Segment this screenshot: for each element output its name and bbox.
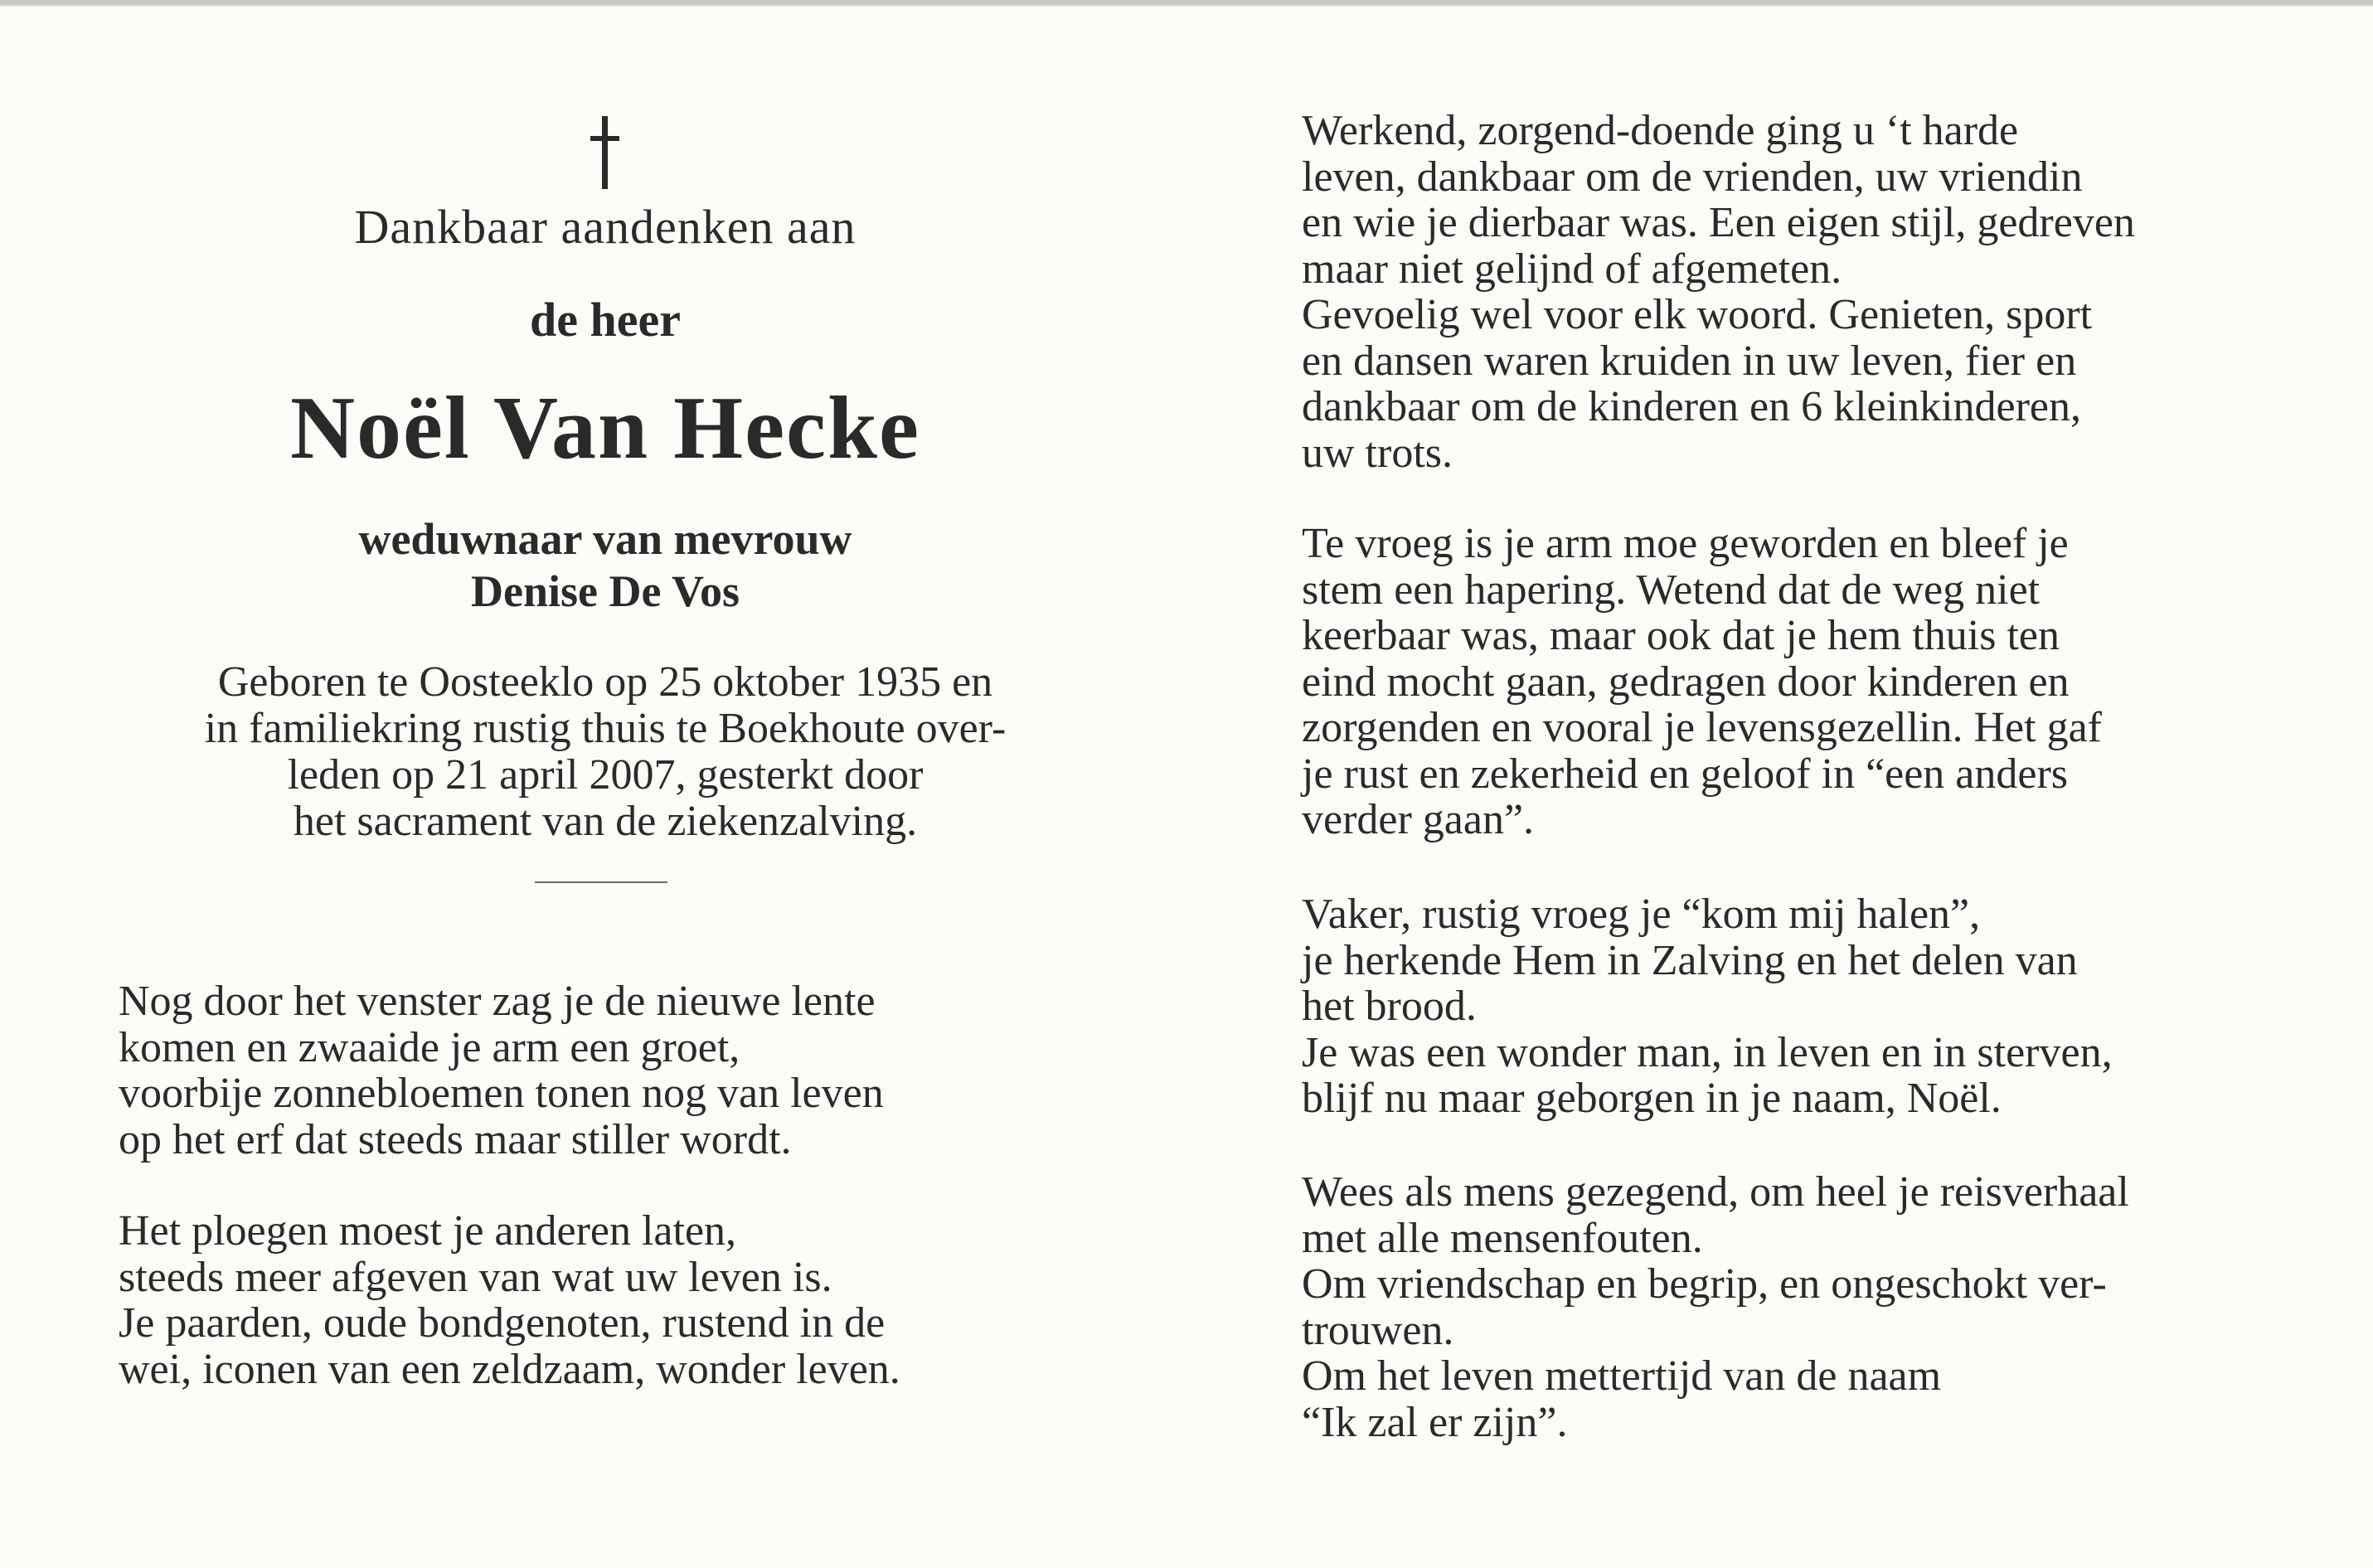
poem-stanza: [1302, 891, 2113, 1122]
poem-line: trouwen.: [1302, 1306, 1454, 1354]
poem-line: steeds meer afgeven van wat uw leven is.: [119, 1253, 832, 1301]
poem-line: “Ik zal er zijn”.: [1302, 1398, 1568, 1446]
poem-line: zorgenden en vooral je levensgezellin. Het gaf: [1302, 704, 2102, 751]
poem-line: Te vroeg is je arm moe geworden en bleef je: [1302, 520, 2069, 567]
poem-line: eind mocht gaan, gedragen door kinderen en: [1302, 658, 2070, 706]
poem-line: Je paarden, oude bondgenoten, rustend in de: [119, 1299, 886, 1347]
poem-line: Nog door het venster zag je de nieuwe lente: [119, 978, 876, 1025]
poem-line: Om vriendschap en begrip, en ongeschokt ver-: [1302, 1260, 2107, 1308]
poem-line: dankbaar om de kinderen en 6 kleinkinderen,: [1302, 383, 2081, 430]
poem-line: je rust en zekerheid en geloof in “een anders: [1302, 750, 2069, 798]
poem-line: Gevoelig wel voor elk woord. Genieten, sport: [1302, 291, 2093, 338]
poem-line: Werkend, zorgend-doende ging u ‘t harde: [1302, 107, 2019, 154]
title-prefix: de heer: [530, 293, 681, 347]
poem-line: uw trots.: [1302, 429, 1453, 477]
biography: [116, 659, 1094, 845]
poem-line: het brood.: [1302, 983, 1477, 1030]
poem-line: Je was een wonder man, in leven en in sterven,: [1302, 1028, 2113, 1076]
poem-line: Om het leven mettertijd van de naam: [1302, 1352, 1942, 1400]
poem-line: keerbaar was, maar ook dat je hem thuis ten: [1302, 612, 2060, 659]
poem-line: en wie je dierbaar was. Een eigen stijl, gedreven: [1302, 199, 2135, 246]
poem-line: leven, dankbaar om de vrienden, uw vriendin: [1302, 153, 2083, 201]
bio-line: leden op 21 april 2007, gesterkt door: [287, 751, 924, 799]
poem-stanza: [1302, 108, 2135, 476]
bio-line: Geboren te Oosteeklo op 25 oktober 1935 en: [217, 658, 993, 706]
deceased-name: Noël Van Hecke: [289, 379, 920, 478]
poem-line: Vaker, rustig vroeg je “kom mij halen”,: [1302, 891, 1981, 938]
top-border-shadow: [0, 5, 2373, 7]
poem-line: stem een hapering. Wetend dat de weg niet: [1302, 566, 2041, 614]
cross-icon: [572, 116, 638, 191]
bio-line: in familiekring rustig thuis te Boekhoute over-: [204, 705, 1007, 752]
poem-line: maar niet gelijnd of afgemeten.: [1302, 245, 1842, 293]
poem-line: blijf nu maar geborgen in je naam, Noël.: [1302, 1075, 2002, 1122]
bio-line: het sacrament van de ziekenzalving.: [293, 798, 918, 845]
poem-line: je herkende Hem in Zalving en het delen van: [1302, 936, 2078, 984]
intro-text: Dankbaar aandenken aan: [354, 200, 857, 254]
widow-line: weduwnaar van mevrouw: [358, 514, 852, 564]
poem-line: Wees als mens gezegend, om heel je reisverhaal: [1302, 1168, 2129, 1216]
poem-stanza: [119, 978, 884, 1163]
poem-line: komen en zwaaide je arm een groet,: [119, 1023, 740, 1071]
poem-line: voorbije zonnebloemen tonen nog van leven: [119, 1070, 884, 1117]
poem-line: en dansen waren kruiden in uw leven, fier en: [1302, 337, 2077, 385]
poem-stanza: [119, 1208, 900, 1392]
poem-line: met alle mensenfouten.: [1302, 1214, 1703, 1262]
poem-stanza: [1302, 1169, 2129, 1445]
divider-rule: [535, 881, 667, 883]
spouse-name: Denise De Vos: [470, 566, 740, 616]
poem-line: wei, iconen van een zeldzaam, wonder leven.: [119, 1345, 900, 1393]
poem-line: verder gaan”.: [1302, 796, 1535, 843]
poem-line: op het erf dat steeds maar stiller wordt.: [119, 1115, 792, 1163]
poem-line: Het ploegen moest je anderen laten,: [119, 1207, 737, 1255]
poem-stanza: [1302, 521, 2102, 843]
